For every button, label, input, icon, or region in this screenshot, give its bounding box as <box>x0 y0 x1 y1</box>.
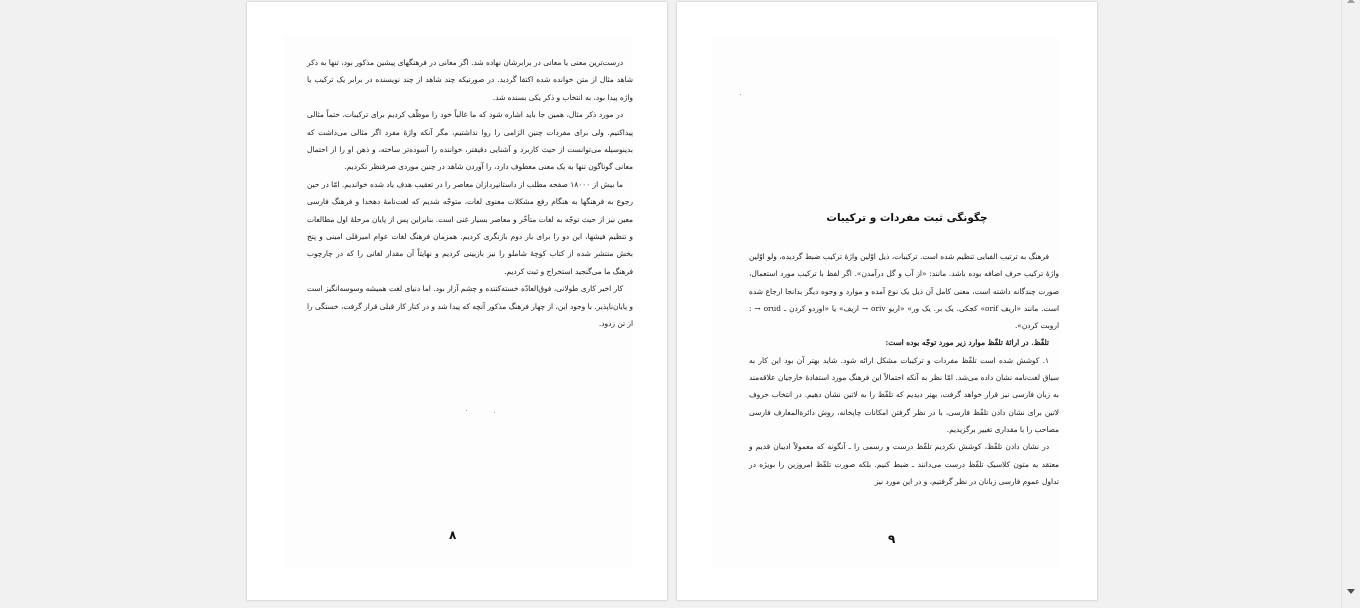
page-8 <box>247 2 667 600</box>
scan-speck <box>740 94 741 95</box>
paragraph: فرهنگ به ترتیب الفبایی تنظیم شده است. ترکیبات، ذیل اوّلین واژهٔ ترکیب ضبط گردیده، ولو اوّلین واژهٔ ترکیب حرف اضافه بوده باشد. مانند: «از آب و گل درآمدن». اگر لفظ با ترکیب مورد استعمال، صورت چندگانه داشته است، معنی کامل آن ذیل یک نوع آمده و موارد و وجوه دیگر بدانجا ارجاع شده است. مانند «اریف orif» کجکی. یک بر. یک ور» «اریو oriv → اریف» یا «اوردو کردن ـ orud → : اروبت کردن». <box>749 252 1059 331</box>
paragraph: در مورد ذکر مثال، همین جا باید اشاره شود که ما غالباً خود را موظّف کردیم برای ترکیبات، حتماً مثالی پیداکنیم. ولی برای مفردات چنین الزامی را روا نداشتیم، مگر آنکه واژهٔ مفرد اگر مثالی می‌داشت که بدینوسیله می‌توانست از حیث کاربرد و آشنایی دقیقتر، خواننده را آسوده‌تر ساخته، و ذهن او را از احتمال معانی گوناگون تنها به یک معنی معطوف دارد، را آوردن شاهد در چنین موردی صرفنظر نکردیم. <box>307 110 633 172</box>
paragraph: ۱. کوشش شده است تلفّظ مفردات و ترکیبات مشکل ارائه شود. شاید بهتر آن بود این کار به سیاق لغت‌نامه نشان داده می‌شد. امّا نظر به آنکه احتمالاً این فرهنگ مورد استفادهٔ خارجیان علاقه‌مند به زبان فارسی نیز قرار خواهد گرفت، بهتر دیدیم که تلفّظ را به لاتین نشان دهیم. در انتخاب حروف لاتین برای نشان دادن تلفّظ فارسی، با در نظر گرفتن امکانات چاپخانه، روش دائرةالمعارف فارسی مصاحب را با مقداری تغییر برگزیدیم. <box>749 355 1059 434</box>
page-number: ۹ <box>888 532 896 546</box>
page-9 <box>677 2 1097 600</box>
paragraph: ما بیش از ۱۸۰۰۰ صفحه مطلب از داستانپردازان معاصر را در تعقیب هدف یاد شده خواندیم. امّا در حین رجوع به فرهنگها به هنگام رفع مشکلات معنوی لغات، متوجّه شدیم که لغت‌نامهٔ دهخدا و فرهنگ فارسی معین نیز از حیث توجّه به لغات متأخّر و معاصر بسیار غنی است. بنابراین پس از پایان مرحلهٔ اول مطالعات و تنظیم فیشها، این دو را برای بار دوم بازنگری کردیم. همزمان فرهنگ لغات عوام امیرقلی امینی و پنج بخش منتشر شده از کتاب کوچهٔ شاملو را نیز بازبینی کردیم و نهایتاً آن مقدار لغاتی را که در چارچوب فرهنگ ما می‌گنجید استخراج و ثبت کردیم. <box>307 179 633 276</box>
page-body-text <box>749 248 1059 490</box>
scroll-down-arrow-icon[interactable] <box>1347 589 1355 594</box>
scroll-up-arrow-icon[interactable] <box>1347 0 1355 3</box>
paragraph: در نشان دادن تلفّظ، کوشش نکردیم تلفّظ درست و رسمی را ـ آنگونه که معمولاً ادیبان قدیم و معتقد به متون کلاسیک تلفّظ درست می‌دانند ـ ضبط کنیم. بلکه صورت تلفّظ امروزین را بویژه در تداول عموم فارسی زبانان در نظر گرفتیم، و در این مورد نیز <box>749 442 1059 486</box>
page-body-text <box>307 54 633 333</box>
scan-speck <box>466 410 467 411</box>
page-number: ۸ <box>449 528 457 542</box>
paragraph: درست‌ترین معنی یا معانی در برابرشان نهاده شد. اگر معانی در فرهنگهای پیشین مذکور بود، تنها به ذکر شاهد مثال از متن خوانده شده اکتفا گردید. در صورتیکه چند شاهد از چند نویسنده در برابر یک ترکیب یا واژه پیدا بود، به انتخاب و ذکر یکی بسنده شد. <box>307 58 633 102</box>
section-title: چگونگی ثبت مفردات و ترکیبات <box>826 212 988 224</box>
paragraph: تلفّظ. در ارائهٔ تلفّظ موارد زیر مورد توجّه بوده است: <box>885 338 1049 348</box>
paragraph: کار اخیر کاری طولانی، فوق‌العادّه خسته‌کننده و چشم آزار بود. اما دنیای لغت همیشه وسوسه‌انگیز است و پایان‌ناپذیر. با وجود این، از چهار فرهنگ مذکور آنچه که پیدا شد و در کنار کار قبلی قرار گرفت، خستگی را از تن زدود. <box>307 284 633 329</box>
scan-speck <box>494 412 495 413</box>
vertical-scrollbar[interactable] <box>1341 0 1360 608</box>
